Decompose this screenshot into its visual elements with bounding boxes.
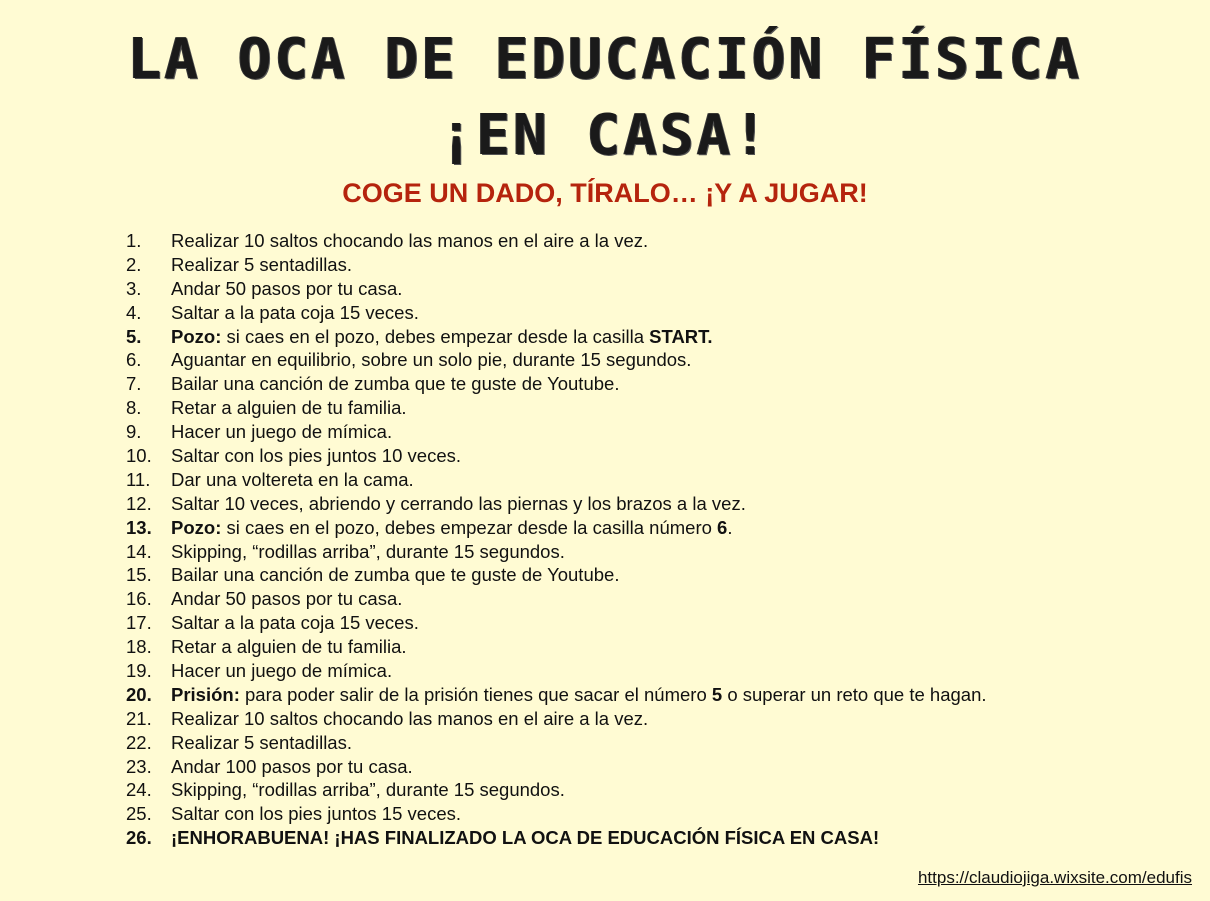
list-item <box>126 301 987 325</box>
item-lead: Prisión: <box>171 683 240 705</box>
item-number: 1. <box>126 229 142 251</box>
list-item <box>126 372 987 396</box>
item-number: 9. <box>126 421 142 443</box>
item-text: Aguantar en equilibrio, sobre un solo pie, durante 15 segundos. <box>171 349 692 371</box>
item-number: 14. <box>126 540 152 562</box>
page-title-line-1: LA OCA DE EDUCACIÓN FÍSICA <box>127 27 1083 92</box>
item-number: 22. <box>126 731 152 753</box>
item-lead: Pozo: <box>171 516 222 538</box>
item-text: Skipping, “rodillas arriba”, durante 15 segundos. <box>171 540 565 562</box>
item-text: Realizar 5 sentadillas. <box>171 253 352 275</box>
list-item <box>126 540 987 564</box>
item-body: para poder salir de la prisión tienes que sacar el número <box>239 683 712 705</box>
item-number: 13. <box>126 516 152 538</box>
subtitle: COGE UN DADO, TÍRALO… ¡Y A JUGAR! <box>342 178 868 208</box>
item-number: 6. <box>126 349 142 371</box>
item-number: 2. <box>126 253 142 275</box>
item-text: Saltar con los pies juntos 10 veces. <box>171 444 461 466</box>
item-text: Retar a alguien de tu familia. <box>171 397 407 419</box>
item-strong: 6 <box>717 516 728 538</box>
item-text <box>171 684 987 706</box>
item-text <box>171 517 732 539</box>
game-squares-list <box>126 229 987 850</box>
item-number: 26. <box>126 827 152 849</box>
list-item <box>126 325 987 349</box>
list-item <box>126 563 987 587</box>
item-text: Saltar a la pata coja 15 veces. <box>171 612 419 634</box>
item-number: 7. <box>126 373 142 395</box>
list-item <box>126 468 987 492</box>
list-item <box>126 277 987 301</box>
item-number: 4. <box>126 301 142 323</box>
item-number: 12. <box>126 492 152 514</box>
item-text: Saltar a la pata coja 15 veces. <box>171 301 419 323</box>
item-number: 23. <box>126 755 152 777</box>
item-text: Retar a alguien de tu familia. <box>171 636 407 658</box>
list-item <box>126 707 987 731</box>
page-title-line-2: ¡EN CASA! <box>439 103 771 168</box>
item-number: 10. <box>126 444 152 466</box>
item-text: Skipping, “rodillas arriba”, durante 15 segundos. <box>171 779 565 801</box>
item-number: 8. <box>126 397 142 419</box>
list-item <box>126 587 987 611</box>
item-text: Bailar una canción de zumba que te guste de Youtube. <box>171 564 620 586</box>
item-number: 18. <box>126 636 152 658</box>
item-number: 24. <box>126 779 152 801</box>
item-text: Realizar 5 sentadillas. <box>171 731 352 753</box>
list-item <box>126 348 987 372</box>
item-lead: Pozo: <box>171 325 222 347</box>
list-item <box>126 516 987 540</box>
list-item <box>126 396 987 420</box>
list-item <box>126 731 987 755</box>
item-text: Saltar con los pies juntos 15 veces. <box>171 803 461 825</box>
item-number: 25. <box>126 803 152 825</box>
item-text: Saltar 10 veces, abriendo y cerrando las piernas y los brazos a la vez. <box>171 492 746 514</box>
item-text <box>171 326 713 348</box>
item-text: Realizar 10 saltos chocando las manos en el aire a la vez. <box>171 229 649 251</box>
item-body: si caes en el pozo, debes empezar desde la casilla <box>221 325 650 347</box>
item-number: 21. <box>126 707 152 729</box>
list-item <box>126 802 987 826</box>
item-text: Bailar una canción de zumba que te guste de Youtube. <box>171 373 620 395</box>
item-number: 15. <box>126 564 152 586</box>
item-text: Andar 100 pasos por tu casa. <box>171 755 413 777</box>
item-number: 19. <box>126 659 152 681</box>
list-item <box>126 253 987 277</box>
item-tail: o superar un reto que te hagan. <box>722 683 987 705</box>
list-item <box>126 683 987 707</box>
list-item <box>126 420 987 444</box>
list-item <box>126 492 987 516</box>
item-text: Andar 50 pasos por tu casa. <box>171 277 403 299</box>
item-strong: START. <box>649 325 713 347</box>
item-text: Andar 50 pasos por tu casa. <box>171 588 403 610</box>
item-number: 17. <box>126 612 152 634</box>
list-item <box>126 659 987 683</box>
list-item <box>126 826 987 850</box>
item-text: ¡ENHORABUENA! ¡HAS FINALIZADO LA OCA DE EDUCACIÓN FÍSICA EN CASA! <box>171 827 880 849</box>
item-text: Dar una voltereta en la cama. <box>171 468 414 490</box>
item-tail: . <box>727 516 733 538</box>
item-strong: 5 <box>711 683 723 705</box>
item-number: 20. <box>126 683 152 705</box>
list-item <box>126 635 987 659</box>
item-text: Realizar 10 saltos chocando las manos en el aire a la vez. <box>171 707 649 729</box>
website-link[interactable]: https://claudiojiga.wixsite.com/edufis <box>917 868 1192 887</box>
item-number: 5. <box>126 325 142 347</box>
item-text: Hacer un juego de mímica. <box>171 659 393 681</box>
list-item <box>126 778 987 802</box>
item-body: si caes en el pozo, debes empezar desde la casilla número <box>221 516 718 538</box>
item-text: Hacer un juego de mímica. <box>171 421 393 443</box>
list-item <box>126 444 987 468</box>
list-item <box>126 755 987 779</box>
list-item <box>126 229 987 253</box>
item-number: 3. <box>126 277 142 299</box>
item-number: 16. <box>126 588 152 610</box>
list-item <box>126 611 987 635</box>
item-number: 11. <box>126 468 151 490</box>
